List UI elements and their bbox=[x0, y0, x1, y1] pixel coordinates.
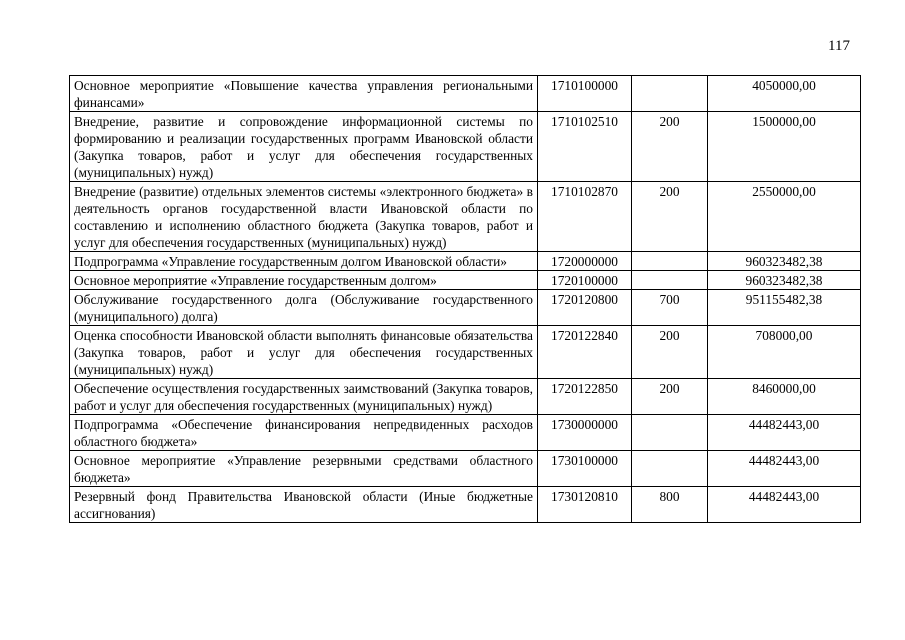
expense-name-cell: Подпрограмма «Управление государственным долгом Ивановской области» bbox=[70, 252, 538, 271]
table-row bbox=[70, 76, 861, 112]
expense-type-cell bbox=[632, 415, 708, 451]
expense-name-cell: Основное мероприятие «Повышение качества управления региональными финансами» bbox=[70, 76, 538, 112]
target-article-code-cell: 1720122850 bbox=[538, 379, 632, 415]
expense-type-cell: 700 bbox=[632, 290, 708, 326]
target-article-code-cell: 1720000000 bbox=[538, 252, 632, 271]
table-row bbox=[70, 415, 861, 451]
amount-cell: 960323482,38 bbox=[708, 271, 861, 290]
target-article-code-cell: 1710102510 bbox=[538, 112, 632, 182]
expense-type-cell: 200 bbox=[632, 182, 708, 252]
expense-type-cell: 800 bbox=[632, 487, 708, 523]
table-row bbox=[70, 379, 861, 415]
expense-name-cell: Внедрение, развитие и сопровождение информационной системы по формированию и реализации государственных программ Ивановской области (Закупка товаров, работ и услуг для обеспечения государственных (муниципальных) нужд) bbox=[70, 112, 538, 182]
amount-cell: 951155482,38 bbox=[708, 290, 861, 326]
target-article-code-cell: 1720120800 bbox=[538, 290, 632, 326]
target-article-code-cell: 1710102870 bbox=[538, 182, 632, 252]
amount-cell: 8460000,00 bbox=[708, 379, 861, 415]
expense-name-cell: Оценка способности Ивановской области выполнять финансовые обязательства (Закупка товаров, работ и услуг для обеспечения государственных (муниципальных) нужд) bbox=[70, 326, 538, 379]
expense-type-cell: 200 bbox=[632, 379, 708, 415]
amount-cell: 960323482,38 bbox=[708, 252, 861, 271]
table-row bbox=[70, 271, 861, 290]
expense-name-cell: Резервный фонд Правительства Ивановской области (Иные бюджетные ассигнования) bbox=[70, 487, 538, 523]
target-article-code-cell: 1730100000 bbox=[538, 451, 632, 487]
target-article-code-cell: 1720100000 bbox=[538, 271, 632, 290]
expense-name-cell: Подпрограмма «Обеспечение финансирования непредвиденных расходов областного бюджета» bbox=[70, 415, 538, 451]
expense-type-cell bbox=[632, 252, 708, 271]
amount-cell: 44482443,00 bbox=[708, 451, 861, 487]
amount-cell: 1500000,00 bbox=[708, 112, 861, 182]
expense-name-cell: Обслуживание государственного долга (Обслуживание государственного (муниципального) долга) bbox=[70, 290, 538, 326]
target-article-code-cell: 1730000000 bbox=[538, 415, 632, 451]
table-row bbox=[70, 326, 861, 379]
target-article-code-cell: 1730120810 bbox=[538, 487, 632, 523]
expense-type-cell bbox=[632, 76, 708, 112]
table-row bbox=[70, 451, 861, 487]
table-row bbox=[70, 290, 861, 326]
amount-cell: 44482443,00 bbox=[708, 487, 861, 523]
expense-type-cell: 200 bbox=[632, 112, 708, 182]
amount-cell: 44482443,00 bbox=[708, 415, 861, 451]
amount-cell: 4050000,00 bbox=[708, 76, 861, 112]
amount-cell: 2550000,00 bbox=[708, 182, 861, 252]
target-article-code-cell: 1710100000 bbox=[538, 76, 632, 112]
budget-table-body bbox=[70, 76, 861, 523]
expense-type-cell bbox=[632, 451, 708, 487]
target-article-code-cell: 1720122840 bbox=[538, 326, 632, 379]
expense-type-cell bbox=[632, 271, 708, 290]
amount-cell: 708000,00 bbox=[708, 326, 861, 379]
budget-table bbox=[69, 75, 861, 523]
table-row bbox=[70, 252, 861, 271]
expense-name-cell: Основное мероприятие «Управление государственным долгом» bbox=[70, 271, 538, 290]
page-number: 117 bbox=[828, 38, 850, 54]
expense-type-cell: 200 bbox=[632, 326, 708, 379]
table-row bbox=[70, 182, 861, 252]
table-row bbox=[70, 112, 861, 182]
expense-name-cell: Основное мероприятие «Управление резервными средствами областного бюджета» bbox=[70, 451, 538, 487]
expense-name-cell: Внедрение (развитие) отдельных элементов системы «электронного бюджета» в деятельность органов государственной власти Ивановской области по составлению и исполнению областного бюджета (Закупка товаров, работ и услуг для обеспечения государственных (муниципальных) нужд) bbox=[70, 182, 538, 252]
expense-name-cell: Обеспечение осуществления государственных заимствований (Закупка товаров, работ и услуг для обеспечения государственных (муниципальных) нужд) bbox=[70, 379, 538, 415]
table-row bbox=[70, 487, 861, 523]
